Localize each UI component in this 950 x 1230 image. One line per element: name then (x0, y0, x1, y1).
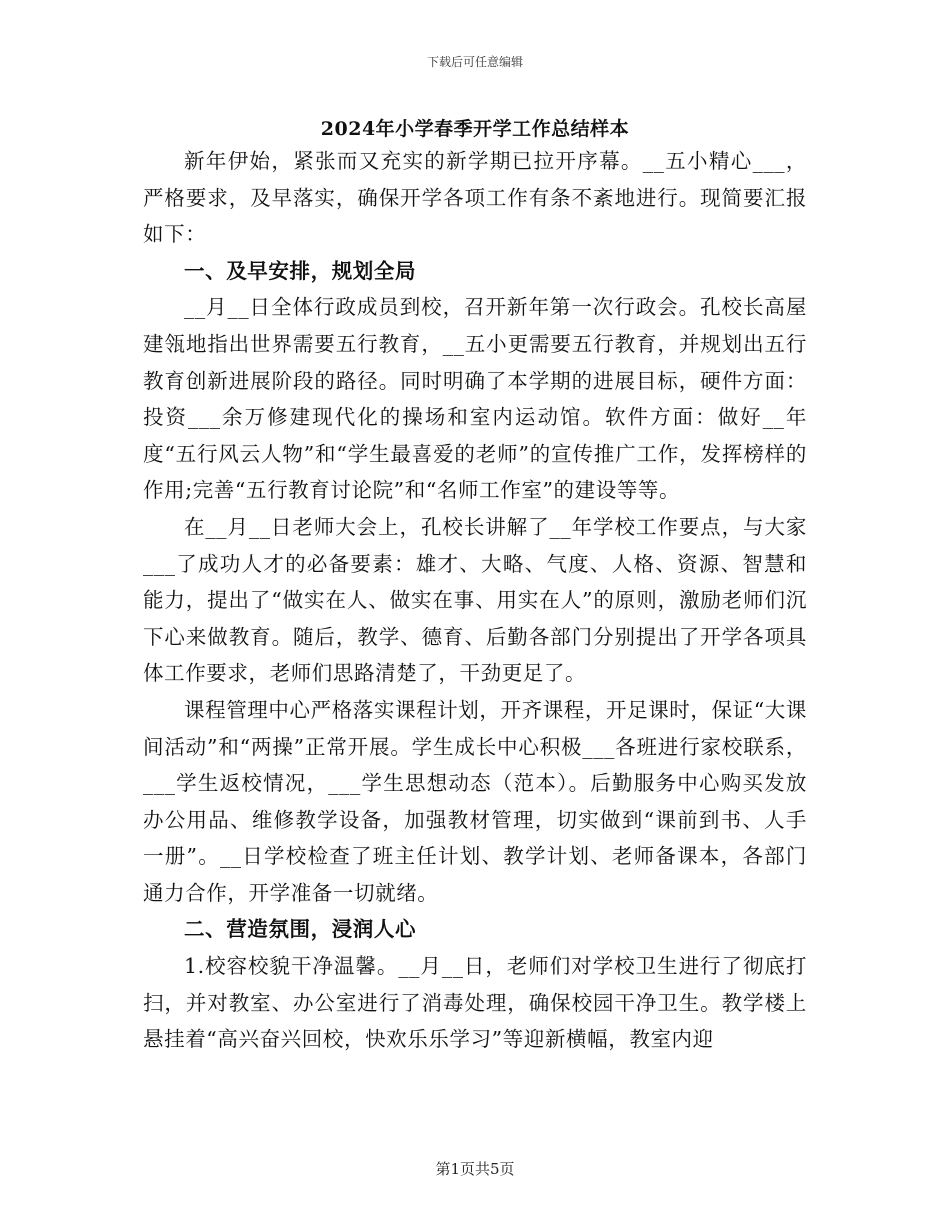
document-title: 2024年小学春季开学工作总结样本 (320, 118, 630, 140)
paragraph-campus-appearance: 1.校容校貌干净温馨。__月__日，老师们对学校卫生进行了彻底打扫，并对教室、办公室进行了消毒处理，确保校园干净卫生。教学楼上悬挂着“高兴奋兴回校，快欢乐乐学习”等迎新横幅，教室内迎 (143, 954, 807, 1052)
paragraph-admin-meeting: __月__日全体行政成员到校，召开新年第一次行政会。孔校长高屋建瓴地指出世界需要五行教育，__五小更需要五行教育，并规划出五行教育创新进展阶段的路径。同时明确了本学期的进展目标，硬件方面：投资___余万修建现代化的操场和室内运动馆。软件方面：做好__年度“五行风云人物”和“学生最喜爱的老师”的宣传推广工作，发挥榜样的作用;完善“五行教育讨论院”和“名师工作室”的建设等等。 (143, 295, 807, 503)
section-heading-2: 二、营造氛围，浸润人心 (184, 917, 417, 942)
section-heading-1: 一、及早安排，规划全局 (184, 258, 417, 283)
document-body (143, 143, 807, 1058)
paragraph-course-management: 课程管理中心严格落实课程计划，开齐课程，开足课时，保证“大课间活动”和“两操”正常开展。学生成长中心积极___各班进行家校联系，___学生返校情况，___学生思想动态（范本）。后勤服务中心购买发放办公用品、维修教学设备，加强教材管理，切实做到“课前到书、人手一册”。__日学校检查了班主任计划、教学计划、老师备课本，各部门通力合作，开学准备一切就绪。 (143, 697, 807, 905)
paragraph-teacher-meeting: 在__月__日老师大会上，孔校长讲解了__年学校工作要点，与大家___了成功人才的必备要素：雄才、大略、气度、人格、资源、智慧和能力，提出了“做实在人、做实在事、用实在人”的原则，激励老师们沉下心来做教育。随后，教学、德育、后勤各部门分别提出了开学各项具体工作要求，老师们思路清楚了，干劲更足了。 (143, 514, 807, 686)
paragraph-intro: 新年伊始，紧张而又充实的新学期已拉开序幕。__五小精心___，严格要求，及早落实，确保开学各项工作有条不紊地进行。现简要汇报如下： (143, 149, 807, 247)
page-number-footer: 第1页共5页 (435, 1160, 515, 1178)
header-note: 下载后可任意编辑 (426, 55, 523, 69)
